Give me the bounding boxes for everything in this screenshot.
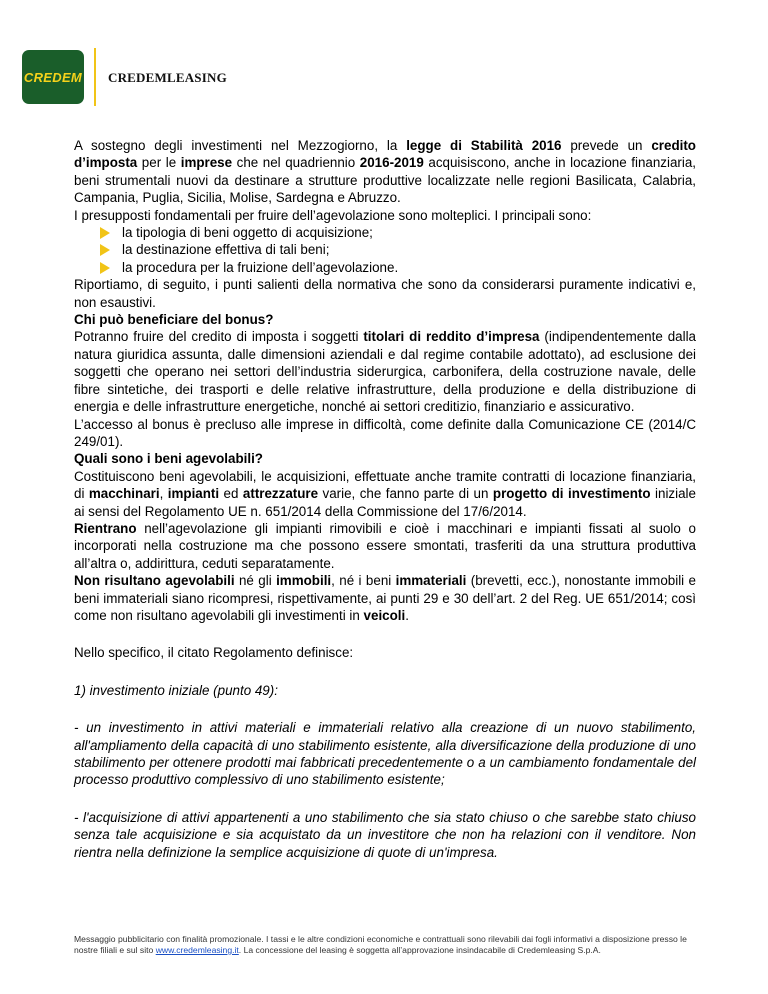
website-link[interactable]: www.credemleasing.it <box>155 945 239 955</box>
arrow-bullet-icon <box>100 244 110 256</box>
exclusion-paragraph: L’accesso al bonus è precluso alle imprese in difficoltà, come definite dalla Comunicazione CE (2014/C 249/01). <box>74 416 696 449</box>
arrow-bullet-icon <box>100 262 110 274</box>
not-eligible-paragraph: Non risultano agevolabili né gli immobili, né i beni immateriali (brevetti, ecc.), nonostante immobili e beni immateriali siano ricompresi, rispettivamente, ai punti 29 e 30 dell’art. 2 del Reg. UE 651/2014; così come non risultano agevolabili gli investimenti in veicoli. <box>74 573 696 623</box>
header-divider <box>94 48 96 106</box>
list-item: la procedura per la fruizione dell’agevolazione. <box>74 259 696 276</box>
definition-heading: 1) investimento iniziale (punto 49): <box>74 682 278 698</box>
credem-logo: CREDEM <box>22 50 84 104</box>
beneficiaries-paragraph: Potranno fruire del credito di imposta i soggetti titolari di reddito d’impresa (indipendentemente dalla natura giuridica assunta, dalle dimensioni aziendali e dal regime contabile adottato), ad esclusione dei soggetti che operano nei settori dell’industria siderurgica, carbonifera, della costruzione navale, delle fibre sintetiche, dei trasporti e delle relative infrastrutture, della produzione e della distribuzione di energia e delle infrastrutture energetiche, nonché ai settori creditizio, finanziario e assicurativo. <box>74 329 696 415</box>
document-body <box>74 137 696 861</box>
included-paragraph: Rientrano nell’agevolazione gli impianti rimovibili e cioè i macchinari e impianti fissati al suolo o incorporati nella costruzione ma che possono essere smontati, trasferiti da una struttura produttiva all’altra o, addirittura, ceduti separatamente. <box>74 520 696 571</box>
summary-paragraph: Riportiamo, di seguito, i punti salienti della normativa che sono da considerarsi puramente indicativi e, non esaustivi. <box>74 277 696 310</box>
intro-paragraph: A sostegno degli investimenti nel Mezzogiorno, la legge di Stabilità 2016 prevede un credito d’imposta per le imprese che nel quadriennio 2016-2019 acquisiscono, anche in locazione finanziaria, beni strumentali nuovi da destinare a strutture produttive localizzate nelle regioni Basilicata, Calabria, Campania, Puglia, Sicilia, Molise, Sardegna e Abruzzo. <box>74 138 697 206</box>
definition-paragraph-2: - l'acquisizione di attivi appartenenti a uno stabilimento che sia stato chiuso o che sarebbe stato chiuso senza tale acquisizione e sia acquistato da un investitore che non ha relazioni con il venditore. Non rientra nella definizione la semplice acquisizione di quote di un'impresa. <box>74 809 696 860</box>
company-name: CREDEMLEASING <box>108 70 227 85</box>
definition-paragraph-1: - un investimento in attivi materiali e immateriali relativo alla creazione di un nuovo stabilimento, all'ampliamento della capacità di uno stabilimento esistente, alla diversificazione della produzione di uno stabilimento per ottenere prodotti mai fabbricati precedentemente o a un cambiamento fondamentale del processo produttivo complessivo di uno stabilimento esistente; <box>74 720 696 788</box>
list-item: la tipologia di beni oggetto di acquisizione; <box>74 224 696 241</box>
section-heading-beneficiaries: Chi può beneficiare del bonus? <box>74 312 274 328</box>
eligible-goods-paragraph: Costituiscono beni agevolabili, le acquisizioni, effettuate anche tramite contratti di locazione finanziaria, di macchinari, impianti ed attrezzature varie, che fanno parte di un progetto di investimento iniziale ai sensi del Regolamento UE n. 651/2014 della Commissione del 17/6/2014. <box>74 468 696 519</box>
prerequisites-paragraph: I presupposti fondamentali per fruire dell’agevolazione sono molteplici. I principali sono: <box>74 207 592 223</box>
page-header <box>0 0 768 120</box>
regulation-intro: Nello specifico, il citato Regolamento definisce: <box>74 645 354 661</box>
disclaimer-footer: Messaggio pubblicitario con finalità promozionale. I tassi e le altre condizioni economiche e contrattuali sono rilevabili dai fogli informativi a disposizione presso le nostre filiali e sul sito www.credemleasing.it. La concessione del leasing è soggetta all’approvazione insindacabile di Credemleasing S.p.A. <box>74 934 687 955</box>
arrow-bullet-icon <box>100 227 110 239</box>
list-item: la destinazione effettiva di tali beni; <box>74 241 696 258</box>
section-heading-eligible-goods: Quali sono i beni agevolabili? <box>74 451 263 467</box>
